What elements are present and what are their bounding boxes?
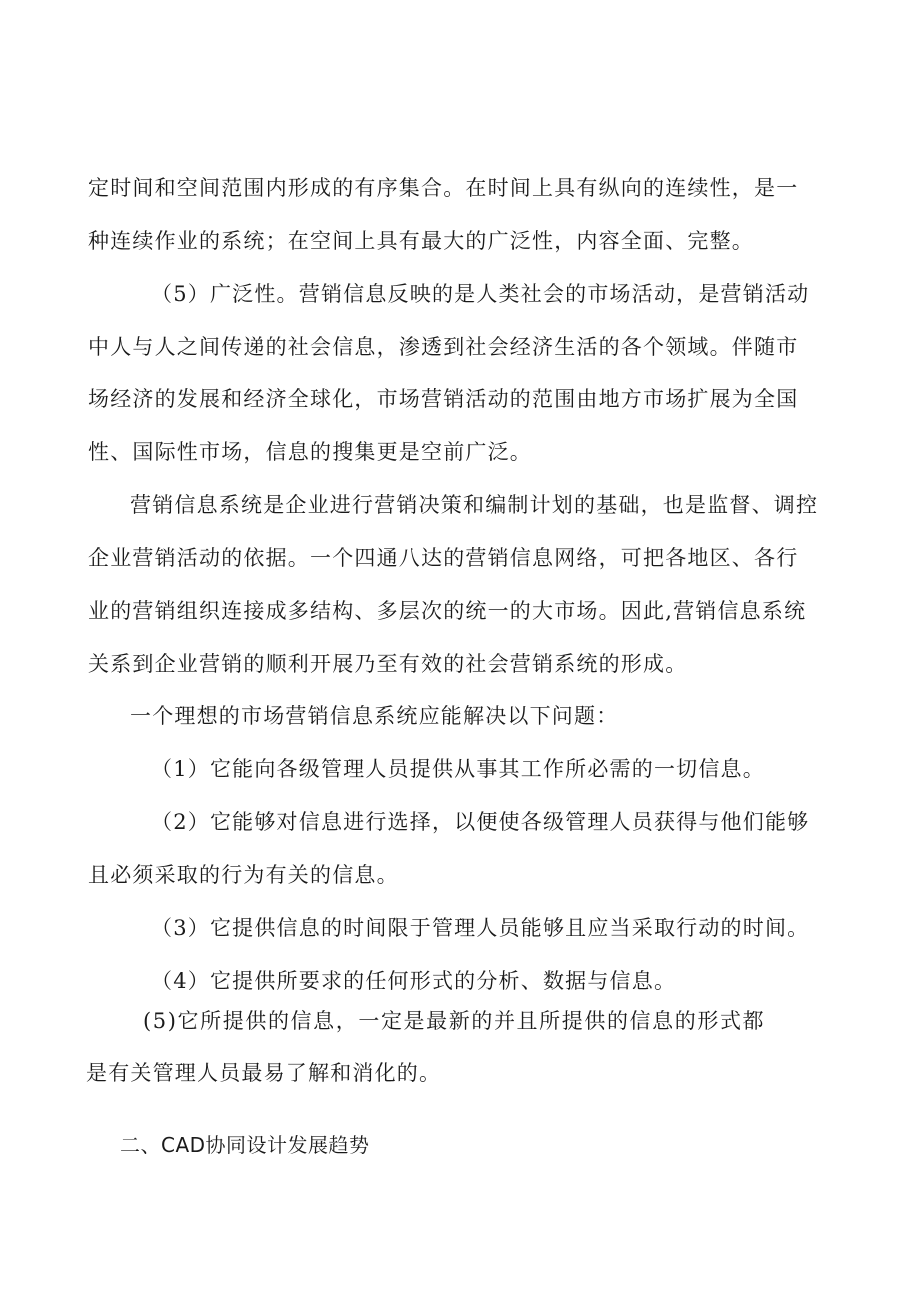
list-item: （4）它提供所要求的任何形式的分析、数据与信息。 <box>151 969 677 993</box>
paragraph-line: 种连续作业的系统；在空间上具有最大的广泛性，内容全面、完整。 <box>88 229 754 253</box>
paragraph-line: 业的营销组织连接成多结构、多层次的统一的大市场。因此,营销信息系统 <box>88 599 807 623</box>
list-item: （2）它能够对信息进行选择，以便使各级管理人员获得与他们能够 <box>151 810 810 834</box>
list-item: （1）它能向各级管理人员提供从事其工作所必需的一切信息。 <box>151 757 765 781</box>
list-item: (5)它所提供的信息，一定是最新的并且所提供的信息的形式都 <box>143 1009 766 1033</box>
paragraph-line: 定时间和空间范围内形成的有序集合。在时间上具有纵向的连续性，是一 <box>88 176 799 200</box>
paragraph-line: 企业营销活动的依据。一个四通八达的营销信息网络，可把各地区、各行 <box>88 546 799 570</box>
paragraph-line: 营销信息系统是企业进行营销决策和编制计划的基础，也是监督、调控 <box>130 493 819 517</box>
list-item-continuation: 且必须采取的行为有关的信息。 <box>88 863 399 887</box>
paragraph-line: 中人与人之间传递的社会信息，渗透到社会经济生活的各个领域。伴随市 <box>88 335 799 359</box>
paragraph-line: （5）广泛性。营销信息反映的是人类社会的市场活动，是营销活动 <box>151 282 810 306</box>
paragraph-line: 关系到企业营销的顺利开展乃至有效的社会营销系统的形成。 <box>88 652 688 676</box>
list-item-continuation: 是有关管理人员最易了解和消化的。 <box>86 1061 442 1085</box>
paragraph-line: 场经济的发展和经济全球化，市场营销活动的范围由地方市场扩展为全国 <box>88 387 799 411</box>
paragraph-line: 性、国际性市场，信息的搜集更是空前广泛。 <box>88 440 532 464</box>
paragraph-line: 一个理想的市场营销信息系统应能解决以下问题： <box>130 704 619 728</box>
section-heading: 二、CAD协同设计发展趋势 <box>120 1133 370 1157</box>
list-item: （3）它提供信息的时间限于管理人员能够且应当采取行动的时间。 <box>151 916 810 940</box>
